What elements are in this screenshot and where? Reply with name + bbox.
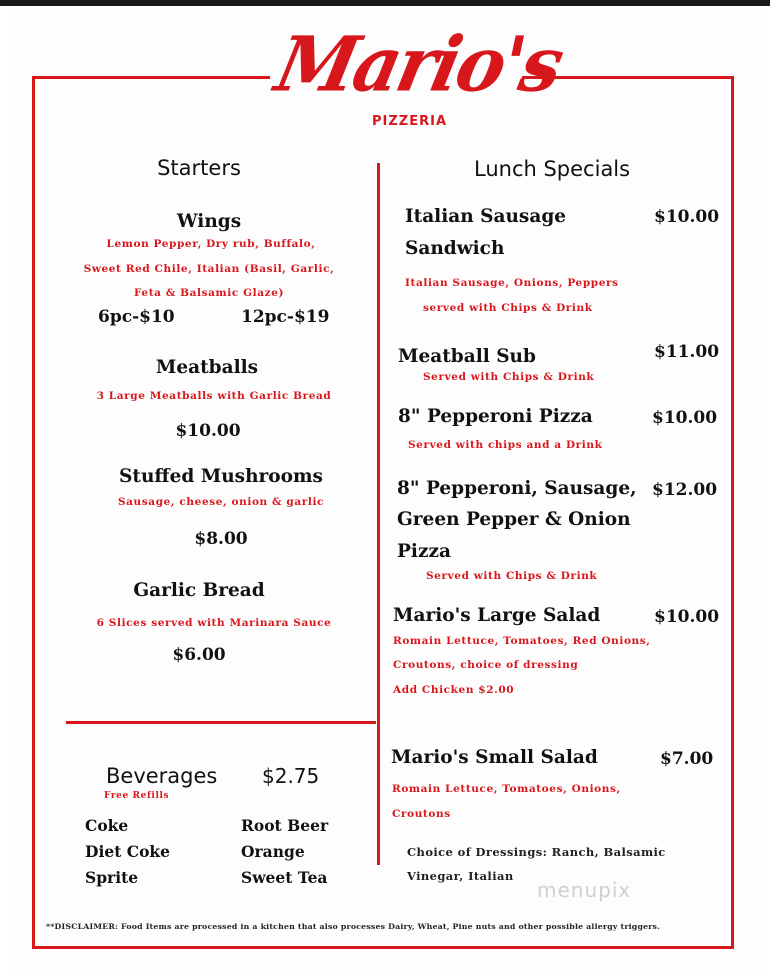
garlic-bread-price: $6.00 bbox=[172, 645, 226, 665]
beverage-item: Root Beer bbox=[241, 816, 329, 835]
frame-line bbox=[32, 946, 734, 949]
wings-desc: Lemon Pepper, Dry rub, Buffalo, bbox=[106, 238, 316, 250]
wings-name: Wings bbox=[176, 211, 242, 232]
large-salad-name: Mario's Large Salad bbox=[393, 605, 601, 626]
meatball-sub-name: Meatball Sub bbox=[398, 346, 536, 367]
wings-desc: Sweet Red Chile, Italian (Basil, Garlic, bbox=[83, 263, 335, 275]
large-salad-price: $10.00 bbox=[654, 607, 720, 627]
combo-name: Green Pepper & Onion bbox=[397, 509, 631, 530]
mushrooms-desc: Sausage, cheese, onion & garlic bbox=[117, 496, 325, 508]
combo-price: $12.00 bbox=[652, 480, 718, 500]
dressings-note: Choice of Dressings: Ranch, Balsamic bbox=[407, 845, 666, 859]
pepperoni-desc: Served with chips and a Drink bbox=[408, 439, 603, 451]
column-divider bbox=[377, 163, 380, 865]
frame-line bbox=[32, 76, 270, 79]
beverage-item: Diet Coke bbox=[85, 842, 171, 861]
sausage-desc: Italian Sausage, Onions, Peppers bbox=[405, 277, 619, 289]
disclaimer: **DISCLAIMER: Food Items are processed in a kitchen that also processes Dairy, Wheat, Pine nuts and other possible allergy triggers. bbox=[46, 922, 661, 931]
beverage-item: Sprite bbox=[85, 868, 139, 887]
garlic-bread-desc: 6 Slices served with Marinara Sauce bbox=[96, 617, 332, 629]
frame-line bbox=[32, 76, 35, 948]
sausage-desc: served with Chips & Drink bbox=[423, 302, 593, 314]
frame-line bbox=[731, 76, 734, 948]
watermark: menupix bbox=[537, 878, 632, 902]
garlic-bread-name: Garlic Bread bbox=[133, 580, 265, 601]
small-salad-name: Mario's Small Salad bbox=[391, 747, 598, 768]
beverage-item: Sweet Tea bbox=[241, 868, 328, 887]
pepperoni-name: 8" Pepperoni Pizza bbox=[398, 406, 593, 427]
starters-heading: Starters bbox=[157, 156, 241, 180]
meatball-sub-price: $11.00 bbox=[654, 342, 720, 362]
wings-desc: Feta & Balsamic Glaze) bbox=[133, 287, 285, 299]
logo bbox=[268, 18, 569, 140]
sausage-price: $10.00 bbox=[654, 207, 720, 227]
dressings-note: Vinegar, Italian bbox=[407, 869, 514, 883]
meatballs-name: Meatballs bbox=[155, 357, 259, 378]
meatballs-price: $10.00 bbox=[175, 421, 241, 441]
combo-desc: Served with Chips & Drink bbox=[426, 570, 598, 582]
meatballs-desc: 3 Large Meatballs with Garlic Bread bbox=[96, 390, 332, 402]
sausage-name: Sandwich bbox=[405, 238, 505, 259]
meatball-sub-desc: Served with Chips & Drink bbox=[423, 371, 595, 383]
wings-price-6pc: 6pc-$10 bbox=[98, 307, 175, 327]
mushrooms-name: Stuffed Mushrooms bbox=[119, 466, 323, 487]
large-salad-desc: Add Chicken $2.00 bbox=[393, 684, 515, 696]
combo-name: 8" Pepperoni, Sausage, bbox=[397, 478, 637, 499]
large-salad-desc: Croutons, choice of dressing bbox=[393, 659, 579, 671]
combo-name: Pizza bbox=[397, 541, 451, 562]
wings-price-12pc: 12pc-$19 bbox=[241, 307, 330, 327]
mushrooms-price: $8.00 bbox=[194, 529, 248, 549]
small-salad-desc: Romain Lettuce, Tomatoes, Onions, bbox=[392, 783, 621, 795]
logo-subtitle: PIZZERIA bbox=[372, 114, 448, 129]
beverage-item: Orange bbox=[241, 842, 305, 861]
small-salad-desc: Croutons bbox=[392, 808, 451, 820]
logo-wordmark: Mario's bbox=[268, 18, 569, 109]
small-salad-price: $7.00 bbox=[660, 749, 714, 769]
sausage-name: Italian Sausage bbox=[405, 206, 567, 227]
beverages-heading: Beverages bbox=[106, 764, 218, 788]
beverages-price: $2.75 bbox=[262, 764, 320, 788]
section-divider bbox=[66, 721, 376, 724]
beverage-item: Coke bbox=[85, 816, 129, 835]
lunch-heading: Lunch Specials bbox=[474, 157, 631, 181]
pepperoni-price: $10.00 bbox=[652, 408, 718, 428]
large-salad-desc: Romain Lettuce, Tomatoes, Red Onions, bbox=[393, 635, 651, 647]
free-refills-note: Free Refills bbox=[104, 791, 170, 801]
